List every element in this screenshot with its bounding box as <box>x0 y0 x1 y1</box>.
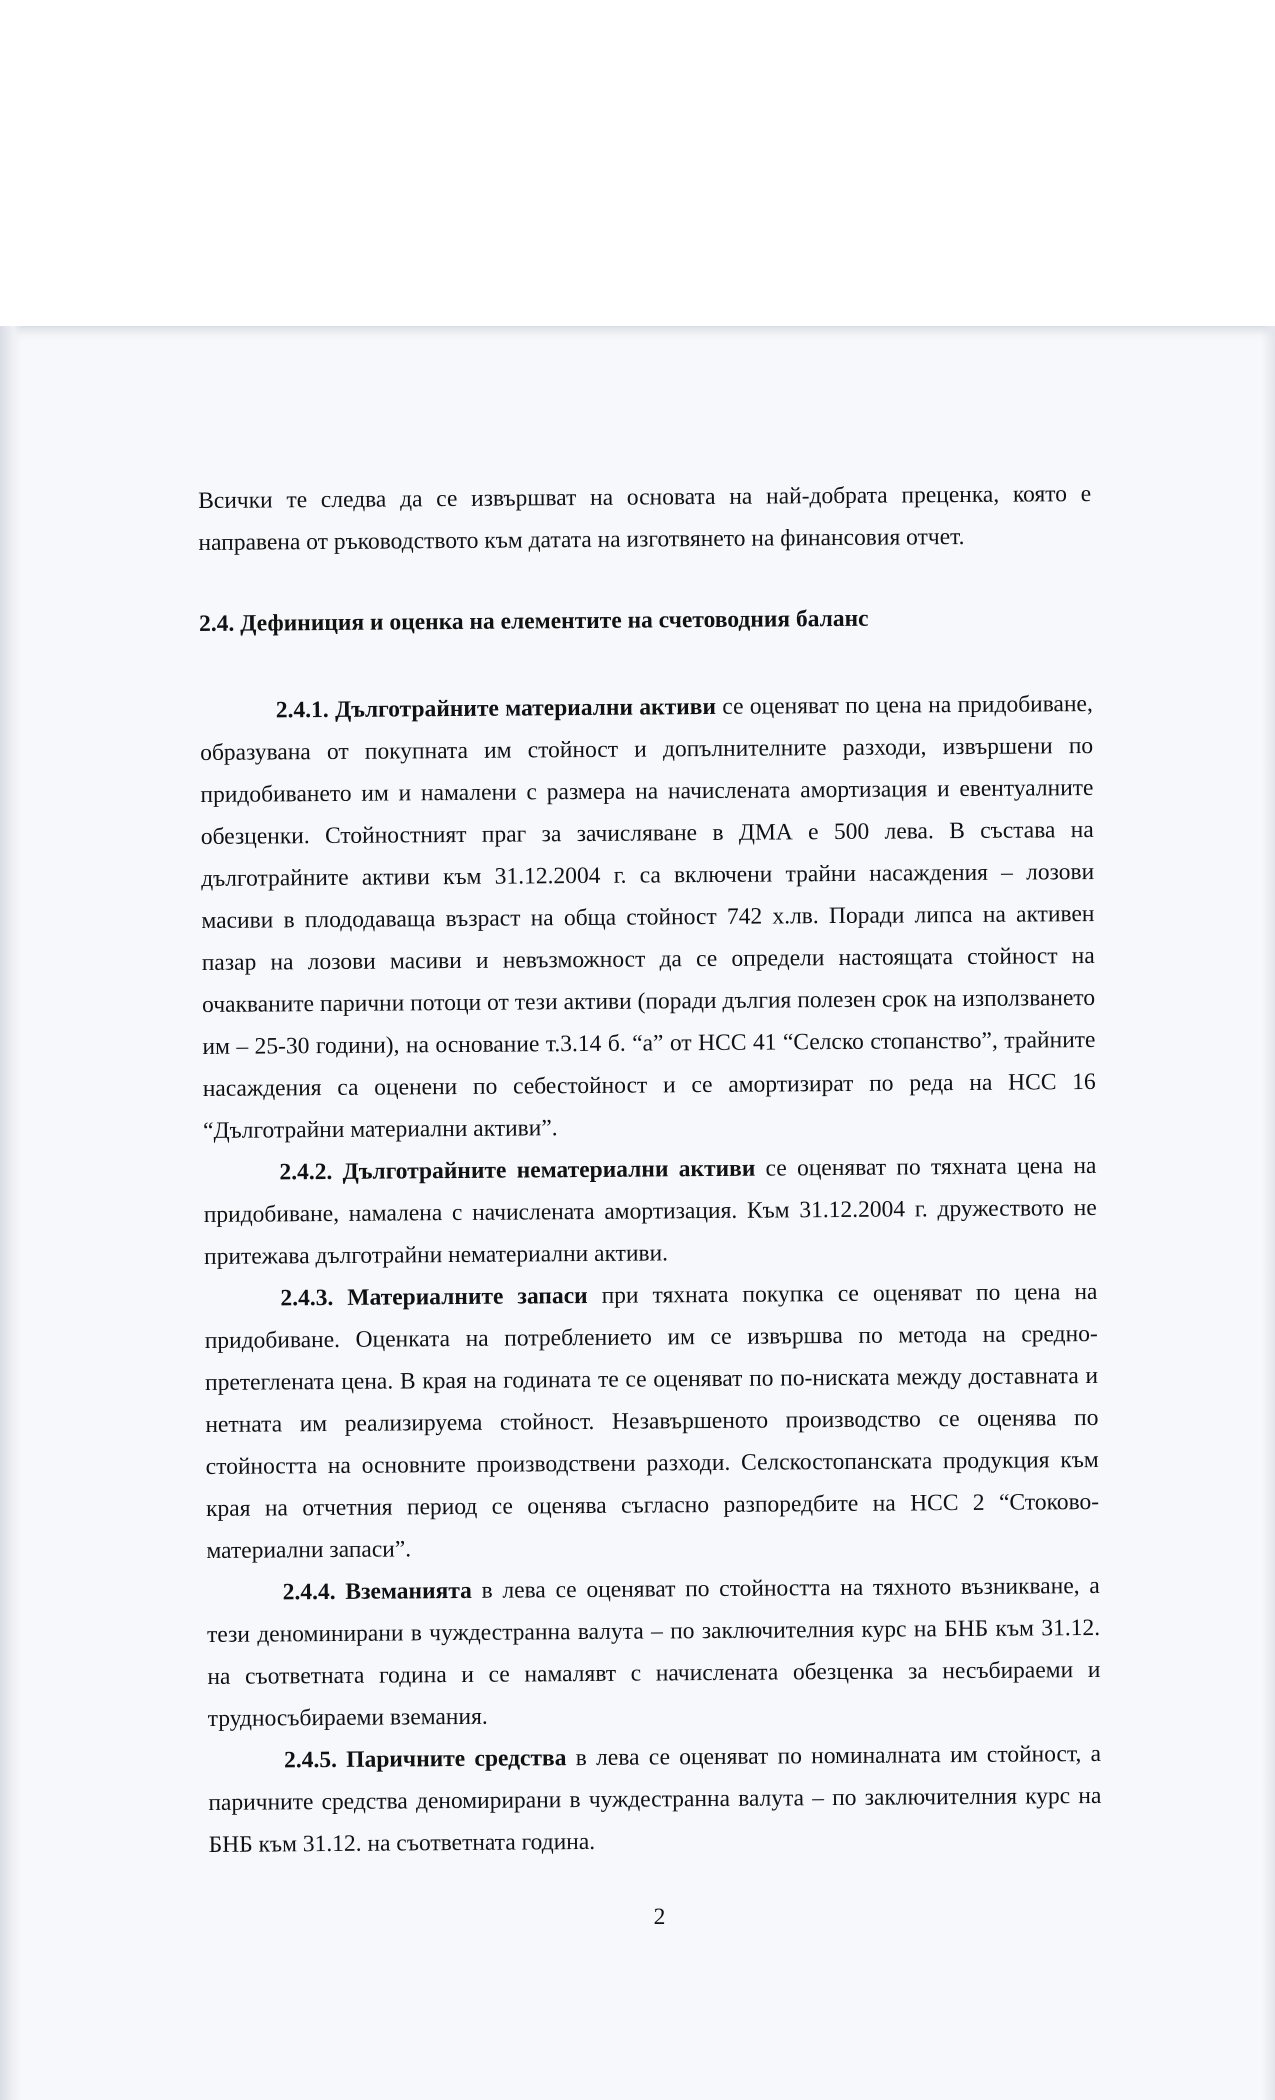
intro-paragraph: Всички те следва да се извършват на основата на най-добрата преценка, която е направена от ръководството към датата на изготвянето на финансовия отчет. <box>198 480 1092 556</box>
item-number: 2.4.4. <box>282 1578 336 1606</box>
item-2-4-4 <box>207 1565 1101 1740</box>
scan-shadow-left <box>0 326 22 2100</box>
item-number: 2.4.3. <box>280 1284 334 1312</box>
item-title: Паричните средства <box>346 1745 567 1773</box>
item-title: Вземанията <box>345 1577 472 1605</box>
page-number: 2 <box>653 1904 666 1930</box>
document-body <box>198 473 1102 1866</box>
item-text: се оценяват по тяхната цена на придобиване, намалена с начислената амортизация. Към 31.12.2004 г. дружеството не притежава дълготрайни нематериални активи. <box>203 1152 1097 1270</box>
item-title: Материалните запаси <box>347 1282 588 1311</box>
item-2-4-2 <box>203 1145 1097 1278</box>
item-2-4-3 <box>204 1271 1099 1572</box>
item-number: 2.4.1. <box>275 696 329 724</box>
item-number: 2.4.5. <box>283 1746 338 1774</box>
item-title: Дълготрайните материални активи <box>334 693 717 723</box>
item-2-4-1 <box>200 683 1097 1152</box>
scan-shadow-right <box>1261 326 1275 2100</box>
item-text: се оценяват по цена на придобиване, образувана от покупната им стойност и допълнителните разходи, извършени по придобиването им и намалени с размера на начислената амортизация и евентуалните обезценки. Стойностният праг за зачисляване в ДМА е 500 лева. В състава на дълготрайните активи към 31.12.2004 г. са включени трайни насаждения – лозови масиви в плододаваща възраст на обща стойност 742 х.лв. Поради липса на активен пазар на лозови масиви и невъзможност да се определи настоящата стойност на очакваните парични потоци от тези активи (поради дългия полезен срок на използването им – 25-30 години), на основание т.3.14 б. “а” от НСС 41 “Селско стопанство”, трайните насаждения са оценени по себестойност и се амортизират по реда на НСС 16 “Дълготрайни материални активи”. <box>200 690 1096 1144</box>
section-heading: 2.4. Дефиниция и оценка на елементите на счетоводния баланс <box>199 605 869 637</box>
item-2-4-5 <box>208 1733 1102 1866</box>
item-title: Дълготрайните нематериални активи <box>342 1155 756 1185</box>
item-text: в лева се оценяват по номиналната им стойност, а паричните средства деномирирани в чуждестранна валута – по заключителния курс на БНБ към 31.12. на съответната година. <box>208 1740 1102 1858</box>
item-text: при тяхната покупка се оценяват по цена на придобиване. Оценката на потреблението им се извършва по метода на средно-претеглената цена. В края на годината те се оценяват по по-ниската между доставната и нетната им реализируема стойност. Незавършеното производство се оценява по стойността на основните производствени разходи. Селскостопанската продукция към края на отчетния период се оценява съгласно разпоредбите на НСС 2 “Стоково-материални запаси”. <box>204 1278 1100 1564</box>
item-number: 2.4.2. <box>279 1158 333 1186</box>
item-text: в лева се оценяват по стойността на тяхното възникване, а тези деноминирани в чуждестранна валута – по заключителния курс на БНБ към 31.12. на съответната година и се намалявт с начислената обезценка за несъбираеми и трудносъбираеми вземания. <box>206 1572 1101 1732</box>
